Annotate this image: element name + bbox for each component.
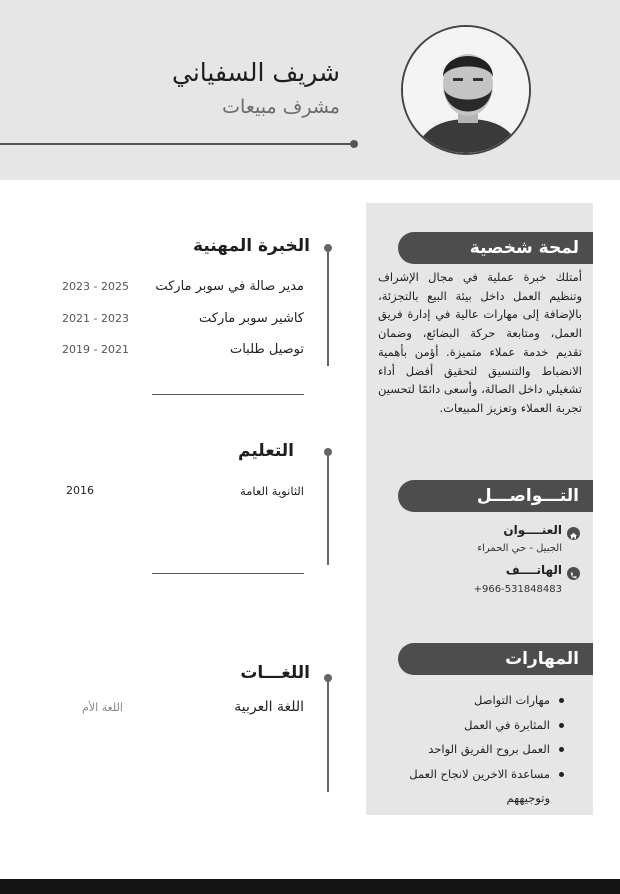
education-timeline [327,452,329,565]
skill-item: المثابرة في العمل [374,713,564,738]
candidate-name: شريف السفياني [172,58,340,87]
skills-list [374,688,564,811]
experience-role: مدير صالة في سوبر ماركت [155,279,304,294]
person-photo-icon [403,27,531,155]
section-divider [152,394,304,395]
skill-item: مهارات التواصل [374,688,564,713]
phone-icon [567,567,580,580]
experience-heading: الخبرة المهنية [193,236,310,256]
profile-photo [401,25,531,155]
phone-label: الهاتــــف [505,563,562,577]
header-rule-dot [350,140,358,148]
skill-item: العمل بروح الفريق الواحد [374,737,564,762]
address-value: الجبيل - حي الحمراء [477,543,562,554]
experience-years: 2023 - 2025 [62,280,129,293]
experience-role: توصيل طلبات [229,342,304,357]
education-year: 2016 [66,484,94,497]
address-label: العنــــوان [503,523,562,537]
education-heading: التعليم [238,441,294,461]
experience-years: 2021 - 2023 [62,312,129,325]
language-name: اللغة العربية [234,699,304,715]
languages-heading: اللغـــات [240,663,310,683]
languages-timeline [327,678,329,792]
phone-value: +966-531848483 [473,584,562,595]
education-degree: الثانوية العامة [240,484,304,498]
experience-timeline [327,248,329,366]
section-divider [152,573,304,574]
skill-item: مساعدة الاخرين لانجاح العمل وتوجيههم [374,762,564,811]
profile-text: أمتلك خبرة عملية في مجال الإشراف وتنظيم العمل داخل بيئة البيع بالتجزئة، بالإضافة إلى مهارات عالية في إدارة فريق العمل، ومتابعة حركة البضائع، وضمان تقديم خدمة عملاء متميزة. أؤمن بأهمية الانضباط والتنسيق لتحقيق أفضل أداء تشغيلي داخل الصالة، وأسعى دائمًا لتحسين تجربة العملاء وتعزيز المبيعات. [378,270,582,415]
profile-heading: لمحة شخصية [398,232,593,264]
contact-heading: التـــواصـــل [398,480,593,512]
experience-years: 2019 - 2021 [62,343,129,356]
language-level: اللغة الأم [82,701,123,714]
skills-heading: المهارات [398,643,593,675]
header-rule [0,143,353,145]
job-title: مشرف مبيعات [222,96,340,118]
footer-band [0,879,620,894]
home-icon [567,527,580,540]
experience-role: كاشير سوبر ماركت [199,311,304,326]
